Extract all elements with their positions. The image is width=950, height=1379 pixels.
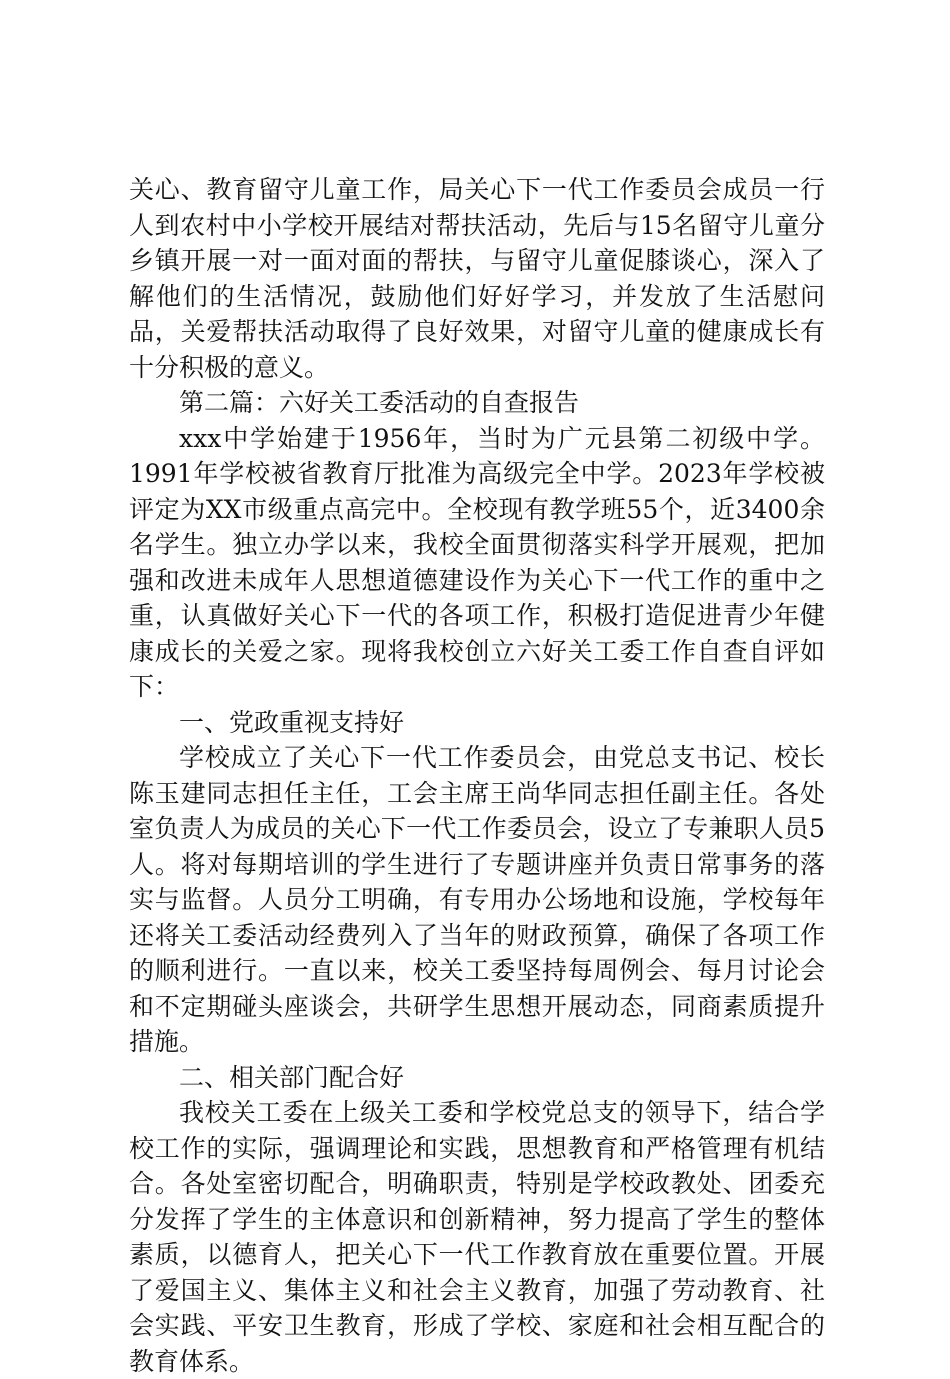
document-body (129, 172, 825, 1379)
subheading-1: 一、党政重视支持好 (179, 707, 405, 737)
paragraph-school-overview: xxx中学始建于1956年，当时为广元县第二初级中学。1991年学校被省教育厅批准为高级完全中学。2023年学校被评定为XX市级重点高完中。全校现有教学班55个，近3400余名学生。独立办学以来，我校全面贯彻落实科学开展观，把加强和改进未成年人思想道德建设作为关心下一代工作的重中之重，认真做好关心下一代的各项工作，积极打造促进青少年健康成长的关爱之家。现将我校创立六好关工委工作自查自评如下： (129, 423, 825, 701)
paragraph-cooperation: 我校关工委在上级关工委和学校党总支的领导下，结合学校工作的实际，强调理论和实践，思想教育和严格管理有机结合。各处室密切配合，明确职责，特别是学校政教处、团委充分发挥了学生的主体意识和创新精神，努力提高了学生的整体素质，以德育人，把关心下一代工作教育放在重要位置。开展了爱国主义、集体主义和社会主义教育，加强了劳动教育、社会实践、平安卫生教育，形成了学校、家庭和社会相互配合的教育体系。 (129, 1098, 825, 1376)
paragraph-intro-continuation: 关心、教育留守儿童工作，局关心下一代工作委员会成员一行人到农村中小学校开展结对帮扶活动，先后与15名留守儿童分乡镇开展一对一面对面的帮扶，与留守儿童促膝谈心，深入了解他们的生活情况，鼓励他们好好学习，并发放了生活慰问品，关爱帮扶活动取得了良好效果，对留守儿童的健康成长有十分积极的意义。 (129, 175, 825, 382)
paragraph-committee: 学校成立了关心下一代工作委员会，由党总支书记、校长陈玉建同志担任主任，工会主席王尚华同志担任副主任。各处室负责人为成员的关心下一代工作委员会，设立了专兼职人员5人。将对每期培训的学生进行了专题讲座并负责日常事务的落实与监督。人员分工明确，有专用办公场地和设施，学校每年还将关工委活动经费列入了当年的财政预算，确保了各项工作的顺利进行。一直以来，校关工委坚持每周例会、每月讨论会和不定期碰头座谈会，共研学生思想开展动态，同商素质提升措施。 (129, 743, 825, 1056)
section-title: 第二篇：六好关工委活动的自查报告 (179, 388, 580, 417)
subheading-2: 二、相关部门配合好 (179, 1062, 405, 1092)
